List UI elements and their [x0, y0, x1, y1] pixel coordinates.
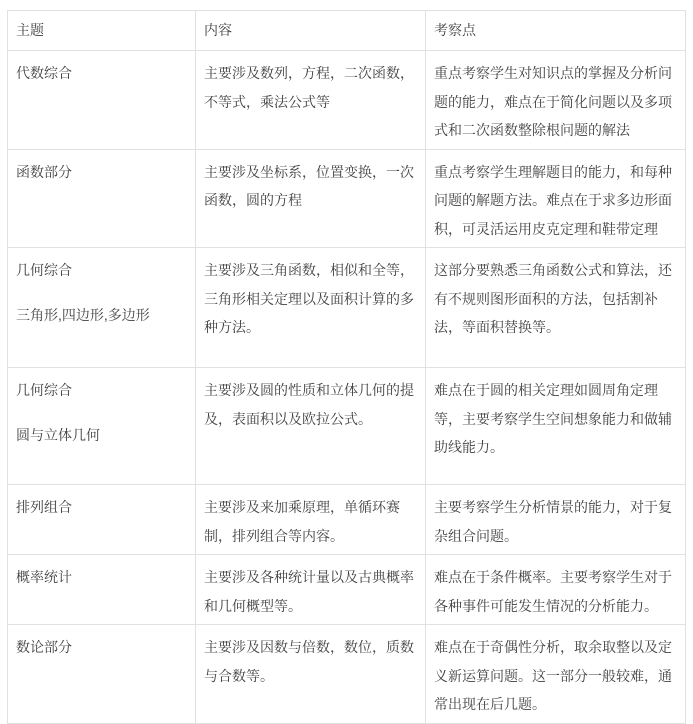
- topic-text: 函数部分: [16, 163, 72, 180]
- topic-subtext: 三角形,四边形,多边形: [16, 306, 150, 323]
- topic-cell: [8, 555, 196, 625]
- points-cell: 重点考察学生理解题目的能力，和每种问题的解题方法。难点在于求多边形面积，可灵活运用皮克定理和鞋带定理: [426, 149, 686, 248]
- table-row: [8, 368, 686, 485]
- topic-text: 代数综合: [16, 65, 72, 81]
- table-row: [8, 51, 686, 150]
- topic-cell: [8, 485, 196, 555]
- topic-subtext: 圆与立体几何: [16, 426, 100, 443]
- header-row: [8, 11, 686, 51]
- content-cell: 主要涉及三角函数，相似和全等，三角形相关定理以及面积计算的多种方法。: [196, 248, 426, 368]
- topic-text: 几何综合: [16, 262, 72, 278]
- topic-text: 数论部分: [16, 639, 72, 655]
- header-content: 内容: [196, 11, 426, 51]
- topic-cell: [8, 368, 196, 485]
- content-cell: 主要涉及数列，方程，二次函数，不等式，乘法公式等: [196, 51, 426, 150]
- points-cell: 重点考察学生对知识点的掌握及分析问题的能力，难点在于简化问题以及多项式和二次函数整除根问题的解法: [426, 51, 686, 150]
- content-cell: 主要涉及圆的性质和立体几何的提及，表面积以及欧拉公式。: [196, 368, 426, 485]
- table-row: [8, 248, 686, 368]
- topic-text: 概率统计: [16, 569, 72, 585]
- table-row: [8, 149, 686, 248]
- topic-cell: [8, 51, 196, 150]
- table-row: [8, 625, 686, 724]
- points-cell: 主要考察学生分析情景的能力，对于复杂组合问题。: [426, 485, 686, 555]
- points-cell: 难点在于圆的相关定理如圆周角定理等，主要考察学生空间想象能力和做辅助线能力。: [426, 368, 686, 485]
- topic-cell: [8, 248, 196, 368]
- topic-cell: [8, 625, 196, 724]
- topic-text: 几何综合: [16, 382, 72, 398]
- content-cell: 主要涉及因数与倍数，数位，质数与合数等。: [196, 625, 426, 724]
- header-topic: 主题: [8, 11, 196, 51]
- points-cell: 难点在于奇偶性分析，取余取整以及定义新运算问题。这一部分一般较难，通常出现在后几题。: [426, 625, 686, 724]
- topic-cell: [8, 149, 196, 248]
- points-cell: 难点在于条件概率。主要考察学生对于各种事件可能发生情况的分析能力。: [426, 555, 686, 625]
- math-topics-table: [7, 10, 686, 724]
- content-cell: 主要涉及各种统计量以及古典概率和几何概型等。: [196, 555, 426, 625]
- table-row: [8, 555, 686, 625]
- points-cell: 这部分要熟悉三角函数公式和算法，还有不规则图形面积的方法，包括割补法，等面积替换等。: [426, 248, 686, 368]
- table-row: [8, 485, 686, 555]
- content-cell: 主要涉及来加乘原理，单循环赛制，排列组合等内容。: [196, 485, 426, 555]
- content-cell: 主要涉及坐标系，位置变换，一次函数，圆的方程: [196, 149, 426, 248]
- header-points: 考察点: [426, 11, 686, 51]
- topic-text: 排列组合: [16, 499, 72, 515]
